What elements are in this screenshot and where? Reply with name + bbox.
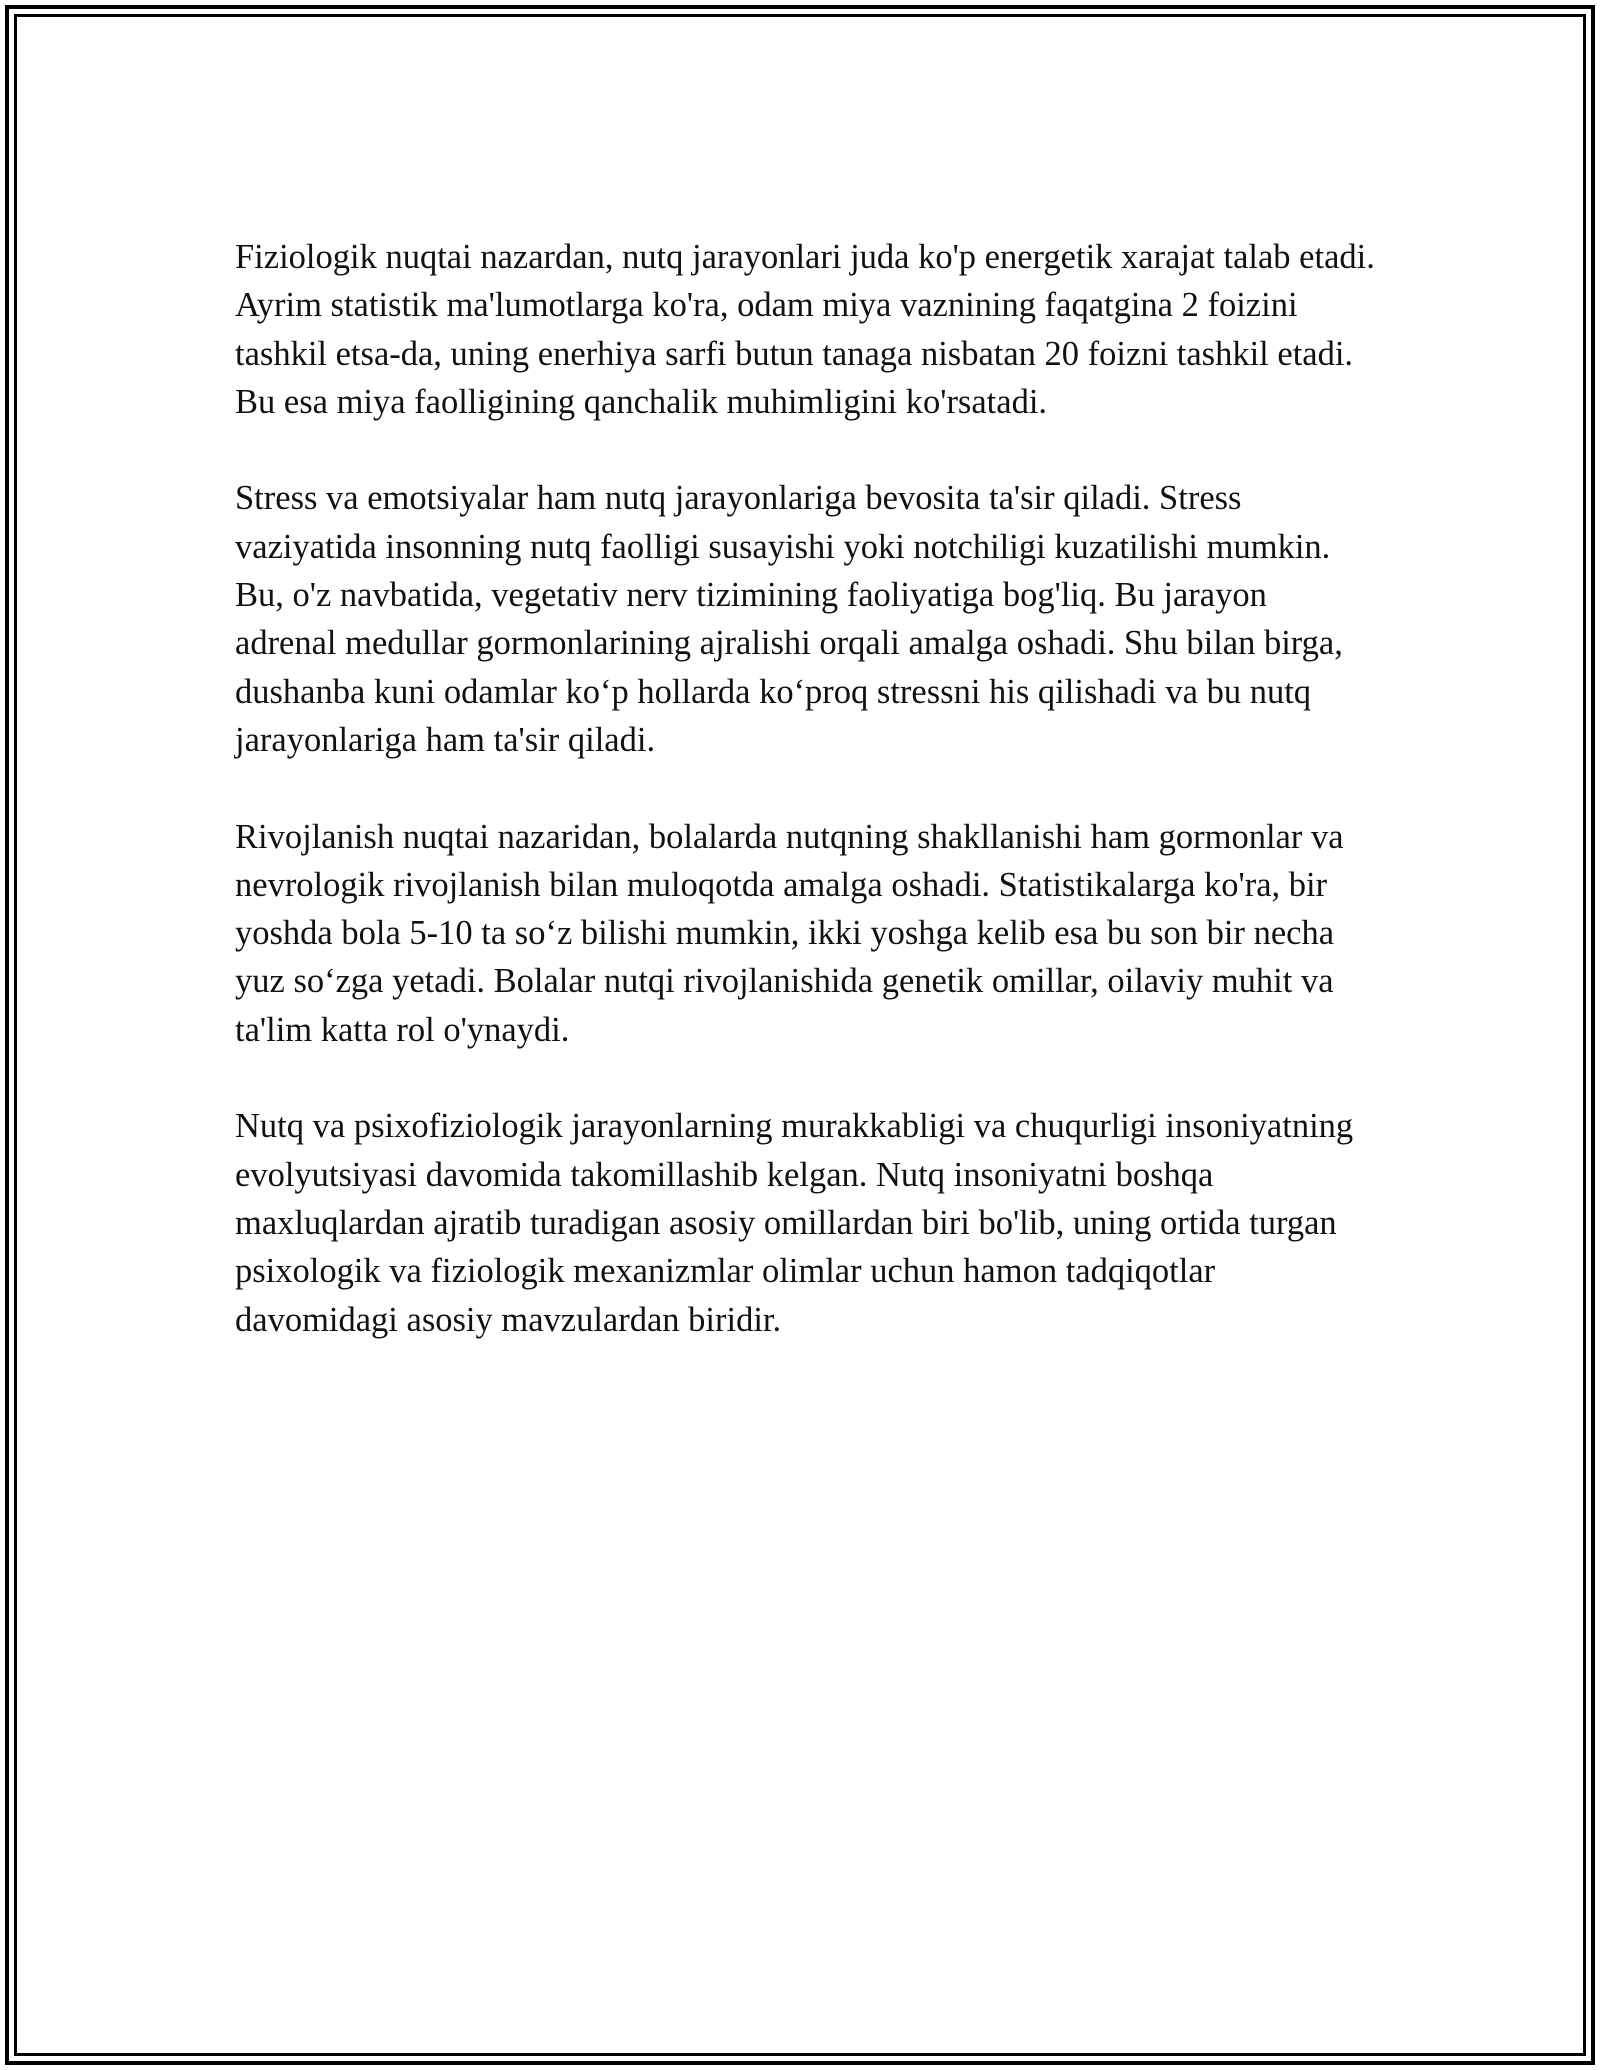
- paragraph-1: Fiziologik nuqtai nazardan, nutq jarayonlari juda ko'p energetik xarajat talab etadi. Ayrim statistik ma'lumotlarga ko'ra, odam miya vaznining faqatgina 2 foizini tashkil etsa-da, uning enerhiya sarfi butun tanaga nisbatan 20 foizni tashkil etadi. Bu esa miya faolligining qanchalik muhimligini ko'rsatadi.: [235, 238, 1375, 421]
- paragraph-3: Rivojlanish nuqtai nazaridan, bolalarda nutqning shakllanishi ham gormonlar va nevrologik rivojlanish bilan muloqotda amalga oshadi. Statistikalarga ko'ra, bir yoshda bola 5-10 ta so‘z bilishi mumkin, ikki yoshga kelib esa bu son bir necha yuz so‘zga yetadi. Bolalar nutqi rivojlanishida genetik omillar, oilaviy muhit va ta'lim katta rol o'ynaydi.: [235, 817, 1344, 1049]
- paragraph-4: Nutq va psixofiziologik jarayonlarning murakkabligi va chuqurligi insoniyatning evolyutsiyasi davomida takomillashib kelgan. Nutq insoniyatni boshqa maxluqlardan ajratib turadigan asosiy omillardan biri bo'lib, uning ortida turgan psixologik va fiziologik mexanizmlar olimlar uchun hamon tadqiqotlar davomidagi asosiy mavzulardan biridir.: [235, 1107, 1354, 1339]
- document-body: [235, 233, 1375, 1392]
- paragraph-2: Stress va emotsiyalar ham nutq jarayonlariga bevosita ta'sir qiladi. Stress vaziyatida insonning nutq faolligi susayishi yoki notchiligi kuzatilishi mumkin. Bu, o'z navbatida, vegetativ nerv tizimining faoliyatiga bog'liq. Bu jarayon adrenal medullar gormonlarining ajralishi orqali amalga oshadi. Shu bilan birga, dushanba kuni odamlar ko‘p hollarda ko‘proq stressni his qilishadi va bu nutq jarayonlariga ham ta'sir qiladi.: [235, 479, 1343, 759]
